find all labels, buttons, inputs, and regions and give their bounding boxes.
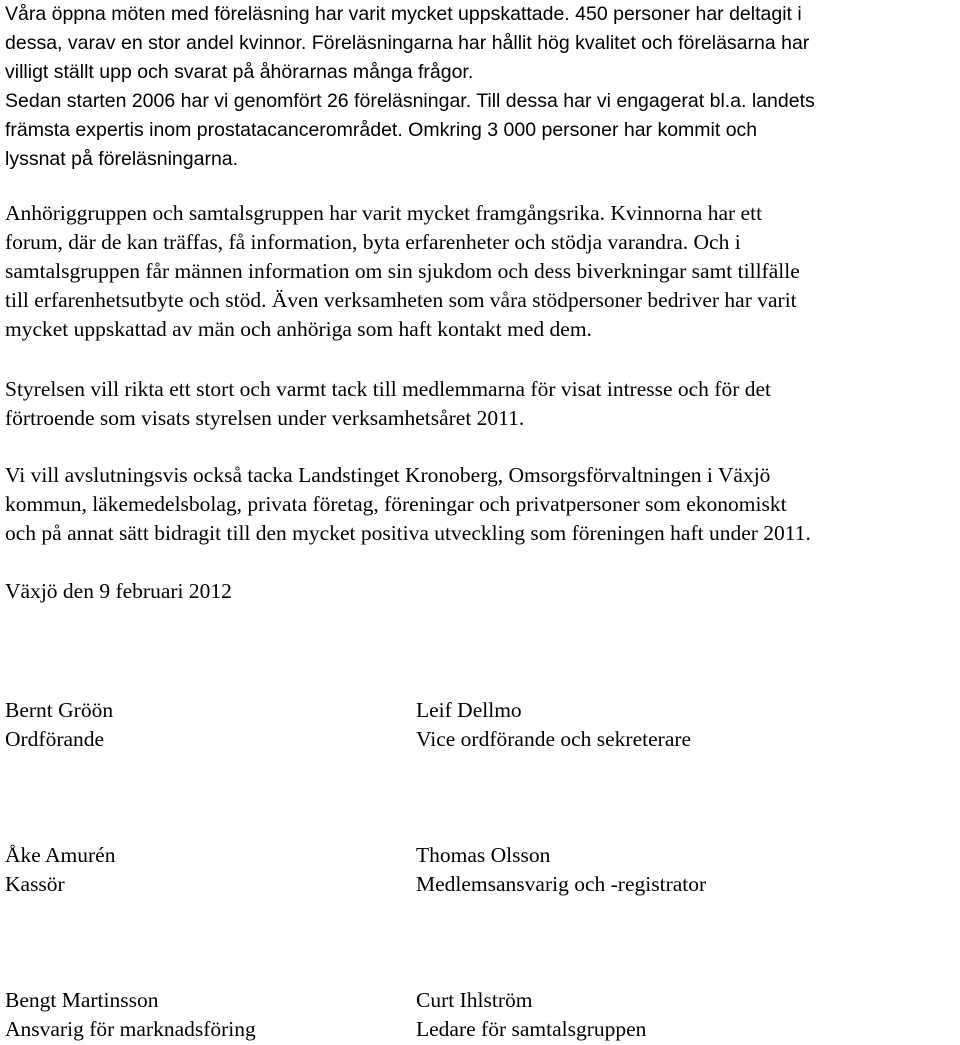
signatory-name: Åke Amurén: [5, 843, 116, 867]
text-line: lyssnat på föreläsningarna.: [5, 148, 239, 170]
signatory-name: Thomas Olsson: [416, 843, 551, 867]
signatory-role: Ordförande: [5, 727, 105, 751]
text-line: Våra öppna möten med föreläsning har varit mycket uppskattade. 450 personer har deltagit i: [5, 3, 802, 25]
paragraph-open-meetings: [5, 0, 957, 87]
paragraph-board-thanks: [5, 375, 957, 433]
text-line: forum, där de kan träffas, få information, byta erfarenheter och stödja varandra. Och i: [5, 230, 741, 254]
signature-block: [416, 696, 691, 754]
text-line: Vi vill avslutningsvis också tacka Landstinget Kronoberg, Omsorgsförvaltningen i Växjö: [5, 463, 771, 487]
signatory-name: Curt Ihlström: [416, 988, 533, 1012]
paragraph-final-thanks: [5, 461, 957, 548]
text-line: Styrelsen vill rikta ett stort och varmt tack till medlemmarna för visat intresse och för det: [5, 377, 772, 401]
text-line: till erfarenhetsutbyte och stöd. Även verksamheten som våra stödpersoner bedriver har varit: [5, 288, 797, 312]
text-line: förtroende som visats styrelsen under verksamhetsåret 2011.: [5, 406, 525, 430]
paragraph-groups: [5, 199, 957, 344]
signatory-role: Medlemsansvarig och -registrator: [416, 872, 707, 896]
text-line: mycket uppskattad av män och anhöriga som haft kontakt med dem.: [5, 317, 592, 341]
signature-block: [5, 696, 113, 754]
signatory-role: Ledare för samtalsgruppen: [416, 1017, 647, 1041]
text-line: samtalsgruppen får männen information om sin sjukdom och dess biverkningar samt tillfälle: [5, 259, 800, 283]
place-date: Växjö den 9 februari 2012: [5, 579, 232, 603]
signatory-name: Leif Dellmo: [416, 698, 522, 722]
text-line: villigt ställt upp och svarat på åhörarnas många frågor.: [5, 61, 474, 83]
signatory-name: Bengt Martinsson: [5, 988, 159, 1012]
signatory-role: Ansvarig för marknadsföring: [5, 1017, 256, 1041]
signature-block: [5, 986, 256, 1044]
text-line: främsta expertis inom prostatacancerområdet. Omkring 3 000 personer har kommit och: [5, 119, 758, 141]
paragraph-lectures: [5, 87, 957, 174]
text-line: kommun, läkemedelsbolag, privata företag, föreningar och privatpersoner som ekonomiskt: [5, 492, 787, 516]
text-line: Anhöriggruppen och samtalsgruppen har varit mycket framgångsrika. Kvinnorna har ett: [5, 201, 763, 225]
signatory-role: Kassör: [5, 872, 65, 896]
text-line: Sedan starten 2006 har vi genomfört 26 föreläsningar. Till dessa har vi engagerat bl.a. landets: [5, 90, 815, 112]
text-line: och på annat sätt bidragit till den mycket positiva utveckling som föreningen haft under 2011.: [5, 521, 811, 545]
signature-block: [5, 841, 115, 899]
signature-block: [416, 986, 646, 1044]
signature-block: [416, 841, 706, 899]
signatory-name: Bernt Gröön: [5, 698, 114, 722]
signatory-role: Vice ordförande och sekreterare: [416, 727, 692, 751]
text-line: dessa, varav en stor andel kvinnor. Föreläsningarna har hållit hög kvalitet och föreläsarna har: [5, 32, 810, 54]
